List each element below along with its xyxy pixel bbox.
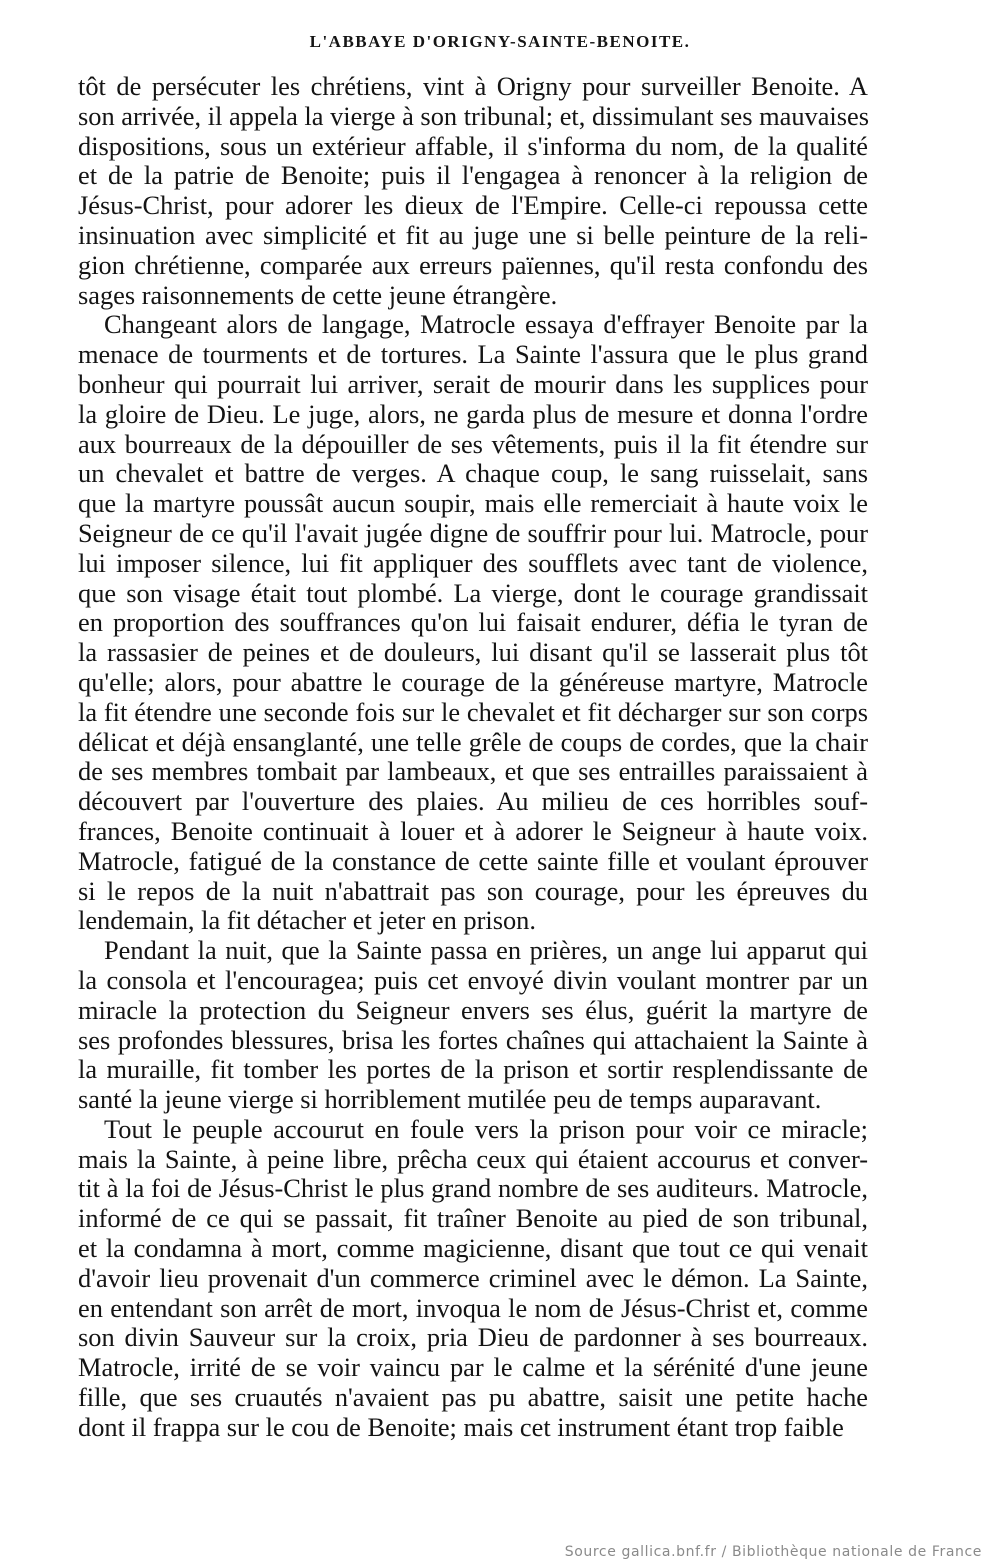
text-line: lui imposer silence, lui fit appliquer des soufflets avec tant de violence, (78, 547, 868, 578)
text-line: d'avoir lieu provenait d'un commerce criminel avec le démon. La Sainte, (78, 1262, 868, 1293)
text-line: son divin Sauveur sur la croix, pria Dieu de pardonner à ses bourreaux. (78, 1322, 868, 1353)
text-line: de ses membres tombait par lambeaux, et que ses entrailles paraissaient à (78, 756, 868, 787)
paragraph (78, 936, 868, 1115)
text-line: Changeant alors de langage, Matrocle essaya d'effrayer Benoite par la (104, 309, 868, 340)
text-line: Jésus-Christ, pour adorer les dieux de l'Empire. Celle-ci repoussa cette (78, 190, 868, 221)
text-line: en proportion des souffrances qu'on lui faisait endurer, défia le tyran de (78, 607, 868, 638)
text-line: ses profondes blessures, brisa les fortes chaînes qui attachaient la Sainte à (78, 1024, 868, 1055)
text-line: et la condamna à mort, comme magicienne, disant que tout ce qui venait (78, 1233, 868, 1264)
text-line: la muraille, fit tomber les portes de la prison et sortir resplendissante de (78, 1054, 868, 1085)
text-line: aux bourreaux de la dépouiller de ses vêtements, puis il la fit étendre sur (78, 428, 868, 459)
paragraph (78, 72, 868, 310)
text-line: si le repos de la nuit n'abattrait pas son courage, pour les épreuves du (78, 875, 868, 906)
text-line: lendemain, la fit détacher et jeter en prison. (78, 905, 536, 936)
text-line: tit à la foi de Jésus-Christ le plus grand nombre de ses auditeurs. Matrocle, (78, 1173, 868, 1204)
running-head: L'ABBAYE D'ORIGNY-SAINTE-BENOITE. (309, 32, 691, 51)
text-line: Matrocle, irrité de se voir vaincu par le calme et la sérénité d'une jeune (78, 1352, 868, 1383)
text-line: frances, Benoite continuait à louer et à adorer le Seigneur à haute voix. (78, 815, 868, 846)
text-line: la fit étendre une seconde fois sur le chevalet et fit décharger sur son corps (78, 696, 868, 727)
text-line: tôt de persécuter les chrétiens, vint à Origny pour surveiller Benoite. A (78, 71, 868, 101)
text-line: son arrivée, il appela la vierge à son tribunal; et, dissimulant ses mauvaises (78, 100, 870, 131)
paragraph (78, 1115, 868, 1443)
text-line: Matrocle, fatigué de la constance de cette sainte fille et voulant éprouver (78, 845, 868, 876)
text-line: qu'elle; alors, pour abattre le courage de la généreuse martyre, Matrocle (78, 666, 868, 697)
text-line: que la martyre poussât aucun soupir, mais elle remerciait à haute voix le (78, 488, 868, 519)
text-line: dont il frappa sur le cou de Benoite; mais cet instrument étant trop faible (78, 1411, 844, 1442)
text-line: mais la Sainte, à peine libre, prêcha ceux qui étaient accourus et conver- (78, 1143, 868, 1174)
text-line: en entendant son arrêt de mort, invoqua le nom de Jésus-Christ et, comme (78, 1292, 868, 1323)
text-line: la gloire de Dieu. Le juge, alors, ne garda plus de mesure et donna l'ordre (78, 398, 868, 429)
text-line: la consola et l'encouragea; puis cet envoyé divin voulant montrer par un (78, 964, 868, 995)
body-text (78, 72, 868, 1443)
text-line: dispositions, sous un extérieur affable, il s'informa du nom, de la qualité (78, 130, 868, 161)
text-line: découvert par l'ouverture des plaies. Au milieu de ces horribles souf- (78, 786, 868, 817)
text-line: santé la jeune vierge si horriblement mutilée peu de temps auparavant. (78, 1084, 822, 1115)
text-line: Tout le peuple accourut en foule vers la prison pour voir ce miracle; (104, 1113, 868, 1144)
text-line: Pendant la nuit, que la Sainte passa en prières, un ange lui apparut qui (104, 935, 868, 966)
paragraph (78, 310, 868, 936)
text-line: menace de tourments et de tortures. La Sainte l'assura que le plus grand (78, 339, 868, 370)
text-line: Seigneur de ce qu'il l'avait jugée digne de souffrir pour lui. Matrocle, pour (78, 517, 868, 548)
text-line: miracle la protection du Seigneur envers ses élus, guérit la martyre de (78, 994, 868, 1025)
text-line: sages raisonnements de cette jeune étrangère. (78, 279, 558, 310)
text-line: insinuation avec simplicité et fit au juge une si belle peinture de la reli- (78, 219, 868, 250)
text-line: fille, que ses cruautés n'avaient pas pu abattre, saisit une petite hache (78, 1382, 868, 1413)
text-line: délicat et déjà ensanglanté, une telle grêle de coups de cordes, que la chair (78, 726, 868, 757)
source-attribution: Source gallica.bnf.fr / Bibliothèque nationale de France (564, 1544, 982, 1560)
text-line: et de la patrie de Benoite; puis il l'engagea à renoncer à la religion de (78, 160, 868, 191)
text-line: un chevalet et battre de verges. A chaque coup, le sang ruisselait, sans (78, 458, 868, 489)
text-line: bonheur qui pourrait lui arriver, serait de mourir dans les supplices pour (78, 368, 868, 399)
text-line: gion chrétienne, comparée aux erreurs païennes, qu'il resta confondu des (78, 249, 868, 280)
text-line: la rassasier de peines et de douleurs, lui disant qu'il se lasserait plus tôt (78, 637, 868, 668)
text-line: informé de ce qui se passait, fit traîner Benoite au pied de son tribunal, (78, 1203, 868, 1234)
text-line: que son visage était tout plombé. La vierge, dont le courage grandissait (78, 577, 868, 608)
